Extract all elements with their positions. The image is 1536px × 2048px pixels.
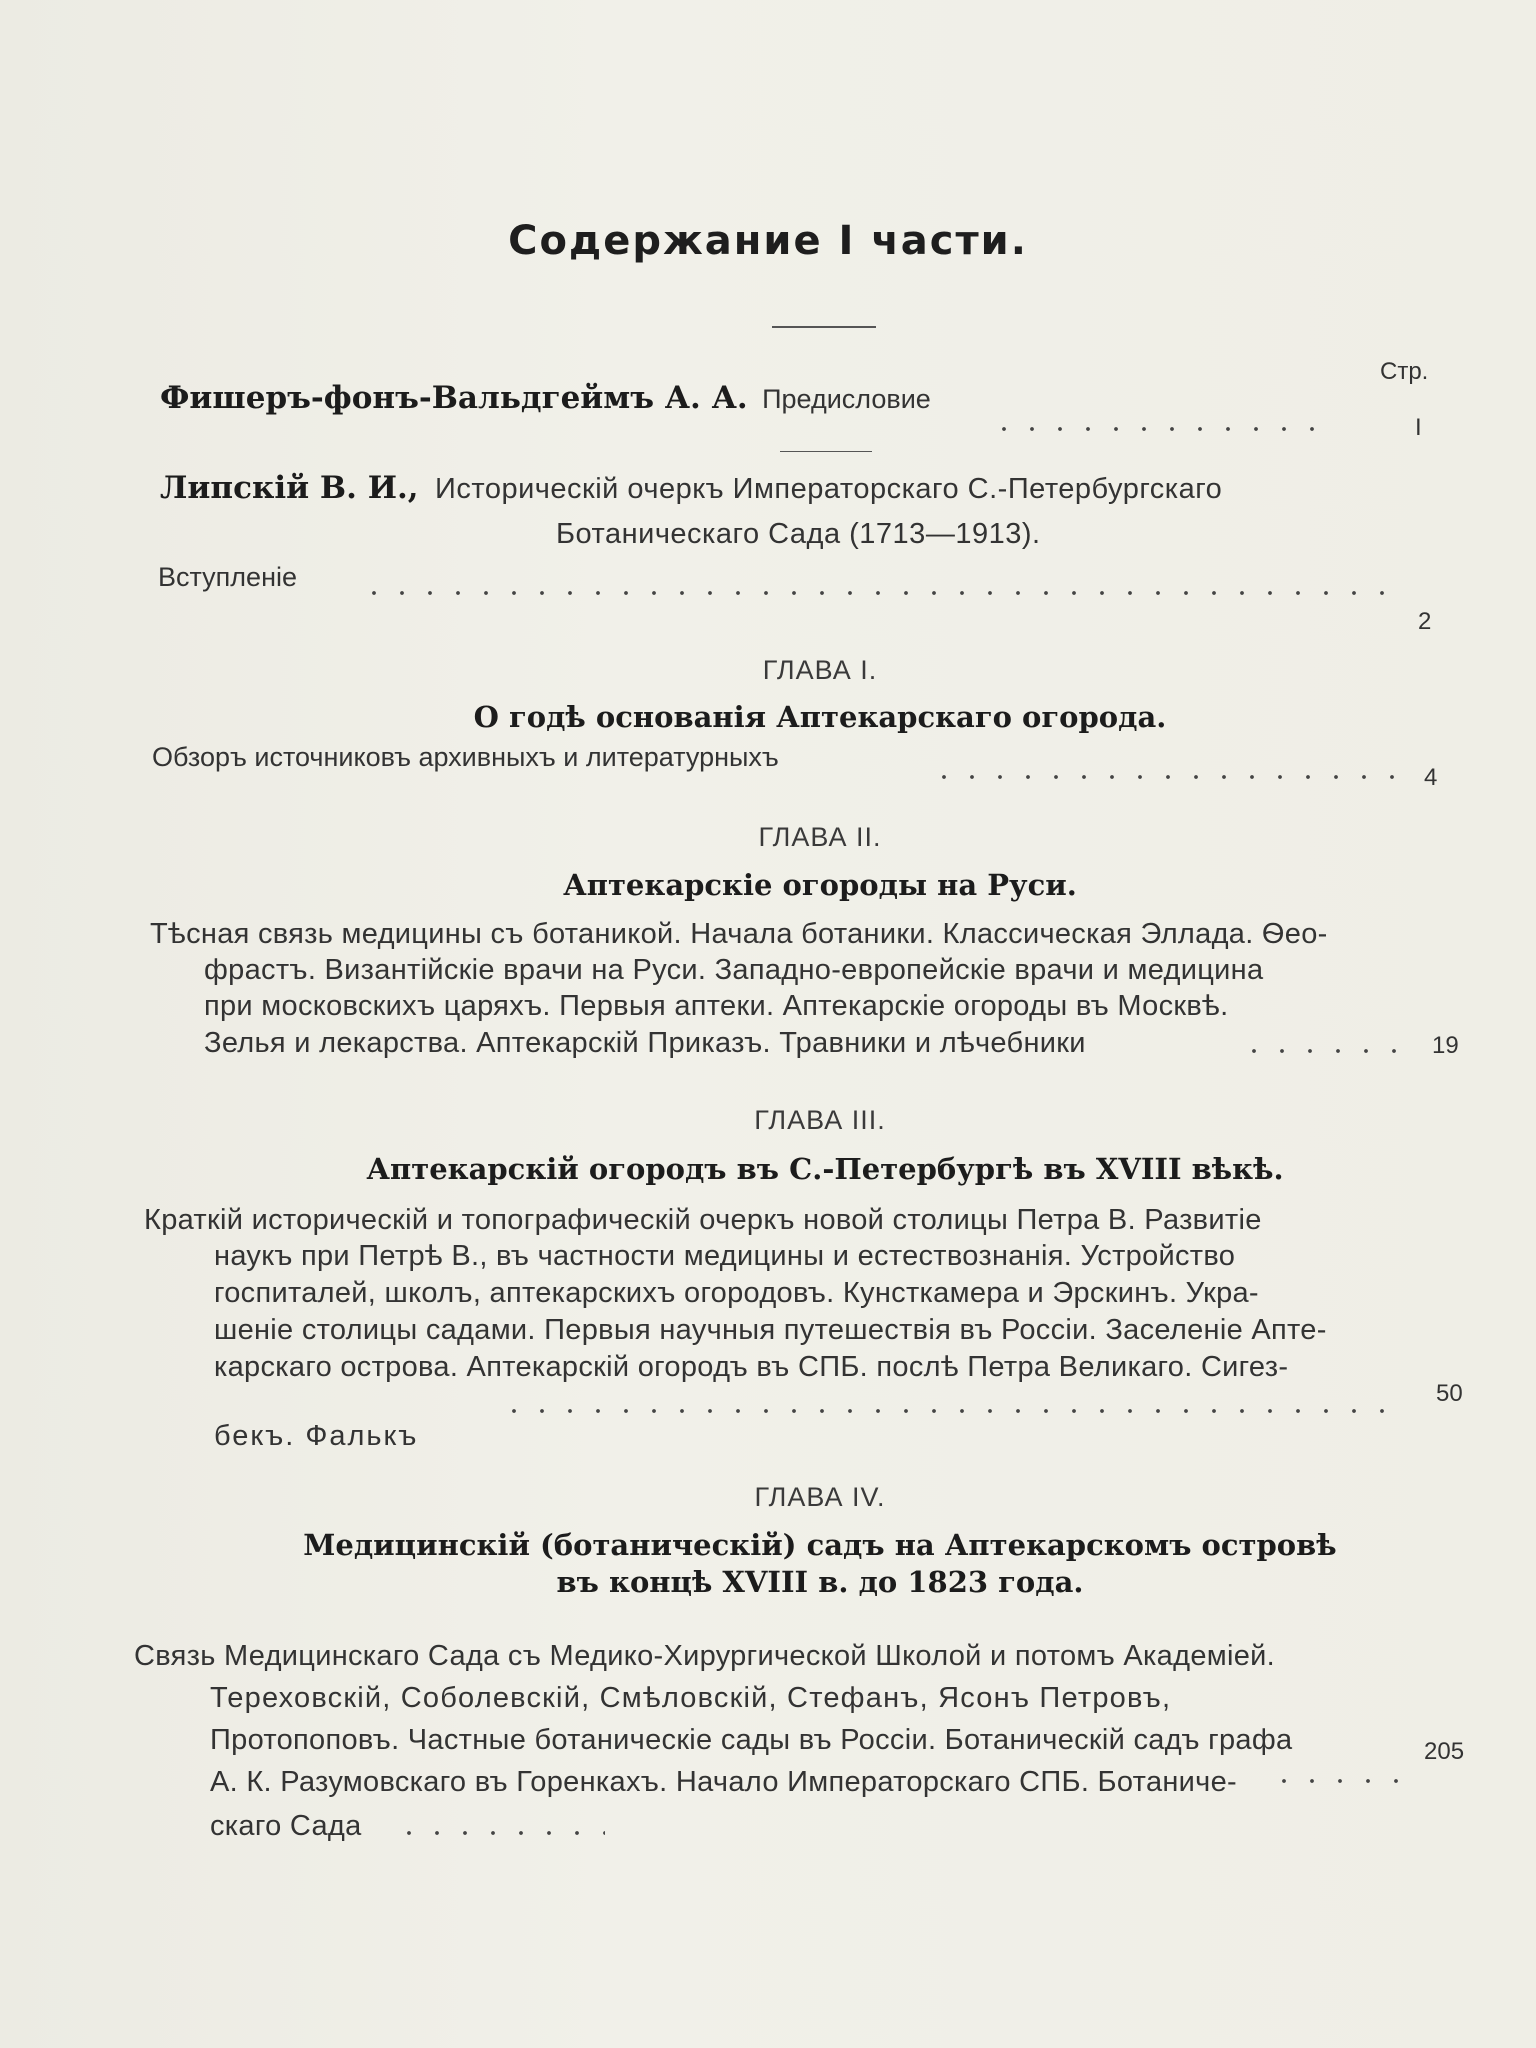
- chapter-1-title: О годѣ основанія Аптекарскаго огорода.: [473, 700, 1167, 734]
- toc-entry-lipsky: [160, 470, 1222, 506]
- page-number: 50: [1436, 1380, 1463, 1407]
- chapter-4-line: Протопоповъ. Частные ботаническіе сады въ Россіи. Ботаническій садъ графа: [210, 1724, 1293, 1756]
- page-number: 205: [1424, 1738, 1465, 1765]
- chapter-3-line: карскаго острова. Аптекарскій огородъ въ СПБ. послѣ Петра Великаго. Сигез-: [214, 1351, 1289, 1383]
- dot-leader: [395, 1830, 605, 1836]
- dot-leader: [500, 1408, 1400, 1414]
- chapter-4-label: ГЛАВА IV.: [754, 1482, 886, 1512]
- toc-entry-preface: [160, 380, 931, 416]
- chapter-4-line: скаго Сада: [210, 1810, 362, 1842]
- page-title: Содержание I части.: [508, 218, 1028, 264]
- chapter-3-line: наукъ при Петрѣ В., въ частности медицины и естествознанія. Устройство: [214, 1240, 1236, 1272]
- chapter-4-title-line2: въ концѣ XVIII в. до 1823 года.: [556, 1565, 1084, 1599]
- chapter-2-line: Тѣсная связь медицины съ ботаникой. Начала ботаники. Классическая Эллада. Ѳео-: [150, 918, 1328, 950]
- chapter-2-title: Аптекарскіе огороды на Руси.: [563, 868, 1077, 902]
- chapter-1-label: ГЛАВА I.: [762, 655, 878, 685]
- chapter-4-line: Связь Медицинскаго Сада съ Медико-Хирургической Школой и потомъ Академіей.: [134, 1640, 1276, 1672]
- chapter-3-line: шеніе столицы садами. Первыя научныя путешествія въ Россіи. Заселеніе Апте-: [214, 1314, 1327, 1346]
- page-number: 2: [1418, 608, 1432, 635]
- dot-leader: [990, 426, 1330, 432]
- chapter-4-line: Тереховскій, Соболевскій, Смѣловскій, Стефанъ, Ясонъ Петровъ,: [210, 1682, 1172, 1714]
- chapter-2-line: при московскихъ царяхъ. Первыя аптеки. Аптекарскіе огороды въ Москвѣ.: [204, 990, 1229, 1022]
- author-name: Фишеръ-фонъ-Вальдгеймъ А. А.: [160, 380, 748, 416]
- section-divider: [780, 451, 872, 452]
- entry-text: Предисловие: [762, 384, 931, 414]
- chapter-2-line: Зелья и лекарства. Аптекарскій Приказъ. Травники и лѣчебники: [204, 1027, 1086, 1059]
- chapter-3-line: бекъ. Фалькъ: [214, 1420, 419, 1452]
- chapter-3-label: ГЛАВА III.: [754, 1105, 886, 1135]
- dot-leader: [1270, 1778, 1400, 1784]
- chapter-2-line: фрастъ. Византійскіе врачи на Руси. Западно-европейскіе врачи и медицина: [204, 954, 1264, 986]
- dot-leader: [930, 774, 1400, 780]
- title-divider: [772, 326, 876, 328]
- dot-leader: [360, 590, 1400, 596]
- chapter-1-line: Обзоръ источниковъ архивныхъ и литературныхъ: [152, 742, 779, 772]
- page-number: I: [1415, 414, 1422, 441]
- work-title-line1: Историческій очеркъ Императорскаго С.-Петербургскаго: [435, 473, 1223, 505]
- chapter-3-line: Краткій историческій и топографическій очеркъ новой столицы Петра В. Развитіе: [144, 1204, 1262, 1236]
- author-name: Липскій В. И.,: [160, 470, 419, 506]
- page-column-label: Стр.: [1380, 358, 1429, 385]
- chapter-2-label: ГЛАВА II.: [758, 822, 882, 852]
- toc-entry-intro: Вступленіе: [158, 562, 297, 592]
- chapter-4-line: А. К. Разумовскаго въ Горенкахъ. Начало Императорскаго СПБ. Ботаниче-: [210, 1766, 1237, 1798]
- page-number: 4: [1424, 764, 1438, 791]
- chapter-3-line: госпиталей, школъ, аптекарскихъ огородовъ. Кунсткамера и Эрскинъ. Укра-: [214, 1277, 1259, 1309]
- dot-leader: [1240, 1048, 1400, 1054]
- chapter-3-title: Аптекарскій огородъ въ С.-Петербургѣ въ XVIII вѣкѣ.: [366, 1152, 1284, 1186]
- work-title-line2: Ботаническаго Сада (1713—1913).: [556, 518, 1041, 550]
- chapter-4-title-line1: Медицинскій (ботаническій) садъ на Аптекарскомъ островѣ: [303, 1528, 1337, 1562]
- page-number: 19: [1432, 1032, 1459, 1059]
